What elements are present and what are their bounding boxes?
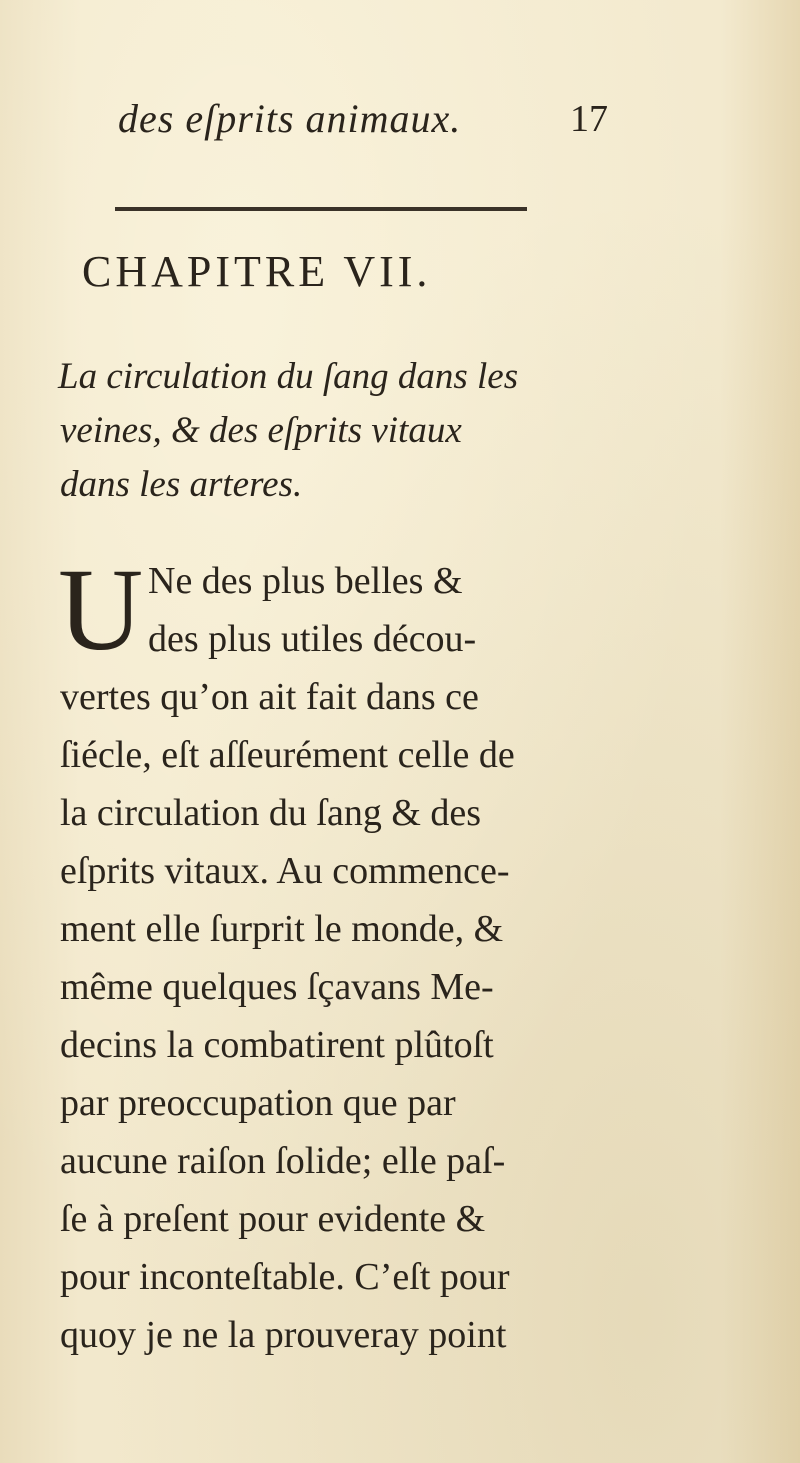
page-header <box>118 95 608 155</box>
running-title: des eſprits animaux. <box>118 96 462 141</box>
body-line: Ne des plus belles & <box>148 560 463 602</box>
subtitle-line: dans les arteres. <box>60 464 303 505</box>
body-line: ment elle ſurprit le monde, & <box>60 908 504 950</box>
body-line: ſe à preſent pour evidente & <box>60 1198 486 1240</box>
body-line: par preoccupation que par <box>60 1082 456 1124</box>
page-number: 17 <box>570 98 608 140</box>
subtitle-line: La circulation du ſang dans les <box>58 356 519 397</box>
body-line: pour inconteſtable. C’eſt pour <box>60 1256 510 1298</box>
body-line: aucune raiſon ſolide; elle paſ- <box>60 1140 506 1182</box>
body-line: des plus utiles décou- <box>148 618 477 660</box>
body-line: la circulation du ſang & des <box>60 792 482 834</box>
body-line: quoy je ne la prouveray point <box>60 1314 507 1356</box>
body-line: ſiécle, eſt aſſeurément celle de <box>60 734 515 776</box>
body-first-lines <box>148 552 476 668</box>
drop-cap: U <box>58 544 144 675</box>
body-line: vertes qu’on ait fait dans ce <box>60 676 479 718</box>
body-text <box>60 668 600 1364</box>
body-line: même quelques ſçavans Me- <box>60 966 494 1008</box>
body-line: eſprits vitaux. Au commence- <box>60 850 510 892</box>
header-rule <box>115 207 527 211</box>
body-line: decins la combatirent plûtoſt <box>60 1024 494 1066</box>
chapter-subtitle <box>58 350 658 512</box>
subtitle-line: veines, & des eſprits vitaux <box>60 410 462 451</box>
chapter-heading: CHAPITRE VII. <box>82 247 432 296</box>
